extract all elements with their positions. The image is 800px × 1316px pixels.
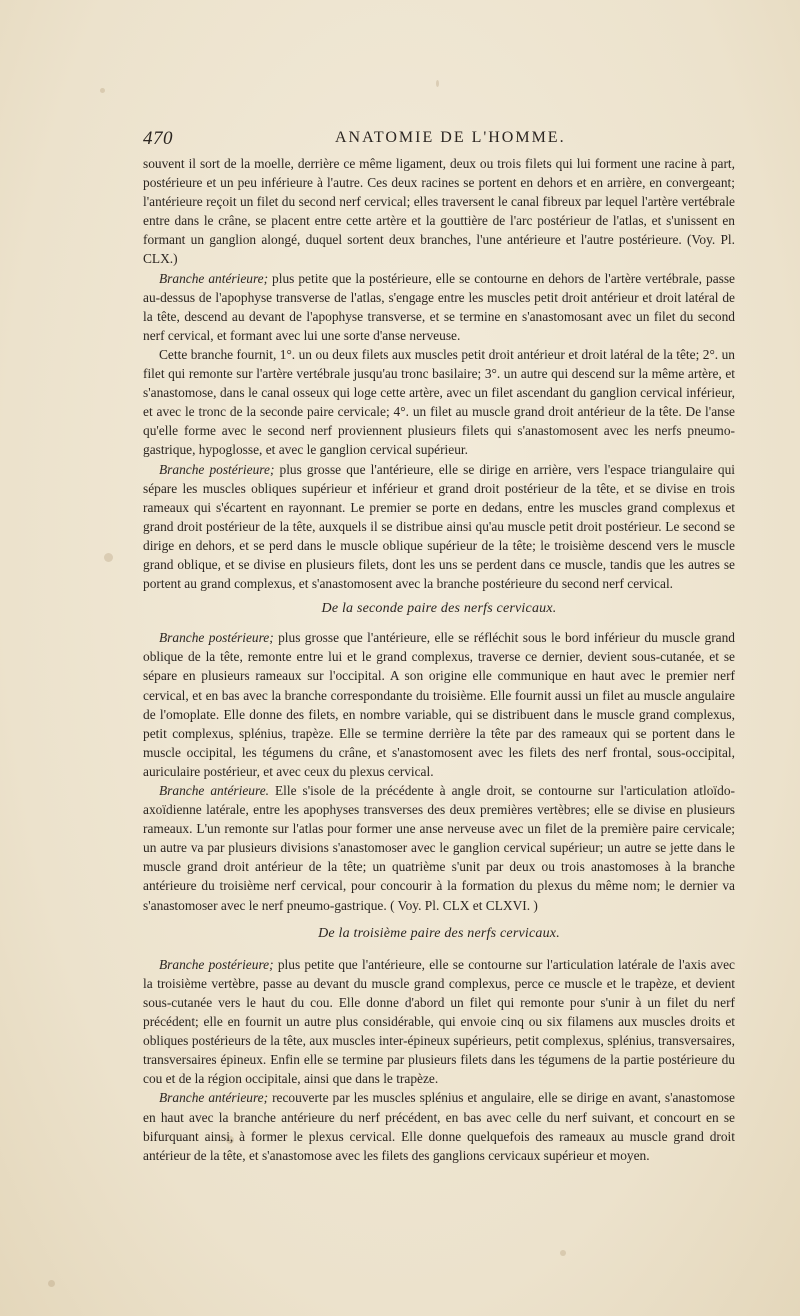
paragraph-lead: Branche postérieure;: [159, 956, 274, 972]
paragraph-text: plus grosse que l'antérieure, elle se réfléchit sous le bord inférieur du muscle grand oblique de la tête, remonte entre lui et le grand complexus, traverse ce dernier, devient sous-cutanée, et se sépare en plusieurs rameaux sur l'occipital. A son origine elle communique en haut avec le premier nerf cervical, et en bas avec la branche correspondante du troisième. Elle fournit aussi un filet au muscle angulaire de l'omoplate. Elle donne des filets, en nombre variable, qui se distribuent dans le muscle grand complexus, petit complexus, splénius, trapèze. Elle se termine derrière la tête par des rameaux qui se portent dans le muscle occipital, les tégumens du crâne, et s'anastomosent avec les filets des nerf frontal, sous-occipital, auriculaire postérieur, et avec ceux du plexus cervical.: [143, 630, 735, 779]
paragraph-lead: Branche antérieure;: [159, 270, 269, 286]
paragraph: [143, 781, 735, 915]
foxing-spot: [104, 553, 113, 562]
section-heading: De la troisième paire des nerfs cervicaux.: [318, 925, 560, 941]
paragraph-text: Elle s'isole de la précédente à angle droit, se contourne sur l'articulation atloïdo-axoïdienne latérale, entre les apophyses transverses des deux premières vertèbres; elle se divise en plusieurs rameaux. L'un remonte sur l'atlas pour former une anse nerveuse avec un filet de la première paire cervicale; un autre va par plusieurs divisions s'anastomoser avec le ganglion cervical supérieur; un autre se jette dans le muscle grand droit antérieur de la tête; un quatrième s'unit par deux ou trois anastomoses à la branche antérieure du troisième nerf cervical, pour concourir à la formation du plexus du même nom; le dernier va s'anastomoser avec le nerf pneumo-gastrique. ( Voy. Pl. CLX et CLXVI. ): [143, 783, 735, 913]
paragraph: [143, 628, 735, 781]
paragraph-lead: Branche postérieure;: [159, 461, 275, 477]
paragraph: [143, 955, 735, 1089]
paragraph: [143, 154, 735, 269]
foxing-spot: [48, 1280, 55, 1287]
paragraph-text: Cette branche fournit, 1°. un ou deux filets aux muscles petit droit antérieur et droit latéral de la tête; 2°. un filet qui remonte sur l'artère vertébrale jusqu'au tronc basilaire; 3°. un autre qui descend sur la même artère, et s'anastomose, dans le canal osseux qui loge cette artère, avec un filet ascendant du ganglion cervical inférieur, et avec le tronc de la seconde paire cervicale; 4°. un filet au muscle grand droit antérieur de la tête. De l'anse qu'elle forme avec le second nerf proviennent plusieurs filets qui s'anastomosent avec les nerfs pneumo-gastrique, hypoglosse, et avec le ganglion cervical supérieur.: [143, 346, 735, 458]
page-number: 470: [143, 128, 173, 149]
paragraph-text: plus petite que la postérieure, elle se contourne en dehors de l'artère vertébrale, passe au-dessus de l'apophyse transverse de l'atlas, s'engage entre les muscles petit droit antérieur et droit latéral de la tête, descend au devant de l'apophyse transverse, et se termine en s'anastomosant avec un filet du second nerf cervical, et formant avec lui une sorte d'anse nerveuse.: [143, 270, 735, 343]
text-body: [143, 154, 735, 1165]
paragraph: [143, 345, 735, 460]
paragraph-lead: Branche antérieure.: [159, 783, 269, 798]
paragraph-text: plus grosse que l'antérieure, elle se dirige en arrière, vers l'espace triangulaire qui sépare les muscles obliques supérieur et inférieur et grand droit postérieur de la tête, et se divise en trois rameaux qui s'écartent en rayonnant. Le premier se porte en dedans, entre les muscles grand complexus et grand droit postérieur de la tête, auxquels il se distribue ainsi qu'au muscle petit droit postérieur. Le second se dirige en dehors, et se perd dans le muscle oblique supérieur de la tête; le troisième descend vers le muscle grand oblique, et se divise en plusieurs filets, dont les uns se perdent dans ce muscle, tandis que les autres se portent au grand complexus, et s'anastomosent avec la branche postérieure du second nerf cervical.: [143, 461, 735, 592]
paragraph-lead: Branche postérieure;: [159, 630, 274, 646]
foxing-spot: [100, 88, 105, 93]
paragraph: [143, 269, 735, 345]
paragraph-text: plus petite que l'antérieure, elle se contourne sur l'articulation latérale de l'axis avec la troisième vertèbre, passe au devant du muscle grand complexus, perce ce muscle et le trapèze, et devient sous-cutanée vers le haut du cou. Elle donne d'abord un filet qui remonte pour s'unir à un filet du nerf précédent; elle en fournit un autre plus considérable, qui envoie cinq ou six filamens aux muscles droits et obliques postérieurs de la tête, aux muscles inter-épineux supérieurs, petit complexus, splénius, transversaires, transversaires épineux. Enfin elle se termine par plusieurs filets dans les tégumens de la partie postérieure du cou et de la région occipitale, ainsi que dans le trapèze.: [143, 956, 736, 1087]
paragraph: [143, 1088, 735, 1164]
paragraph-text: souvent il sort de la moelle, derrière ce même ligament, deux ou trois filets qui lui forment une racine à part, postérieure et un peu inférieure à l'autre. Ces deux racines se portent en dehors et en arrière, en convergeant; l'antérieure reçoit un filet du second nerf cervical; elles traversent le canal fibreux par lequel l'artère vertébrale entre dans le crâne, se placent entre cette artère et la gouttière de l'arc postérieur de l'atlas, et s'unissent en formant un ganglion alongé, duquel sortent deux branches, l'une antérieure et l'autre postérieure. (Voy. Pl. CLX.): [143, 156, 735, 267]
foxing-spot: [436, 80, 439, 87]
foxing-spot: [560, 1250, 566, 1256]
running-title: ANATOMIE DE L'HOMME.: [335, 129, 566, 146]
paragraph: [143, 460, 735, 594]
paragraph-lead: Branche antérieure;: [159, 1090, 269, 1106]
section-heading: De la seconde paire des nerfs cervicaux.: [321, 601, 557, 617]
page-header: [143, 128, 655, 150]
paragraph-text: recouverte par les muscles splénius et angulaire, elle se dirige en avant, s'anastomose en haut avec la branche antérieure du nerf précédent, en bas avec celle du nerf suivant, et concourt en se bifurquant ainsi, à former le plexus cervical. Elle donne quelquefois des rameaux au muscle grand droit antérieur de la tête, et s'anastomose avec les filets des ganglions cervicaux supérieur et moyen.: [143, 1090, 735, 1163]
